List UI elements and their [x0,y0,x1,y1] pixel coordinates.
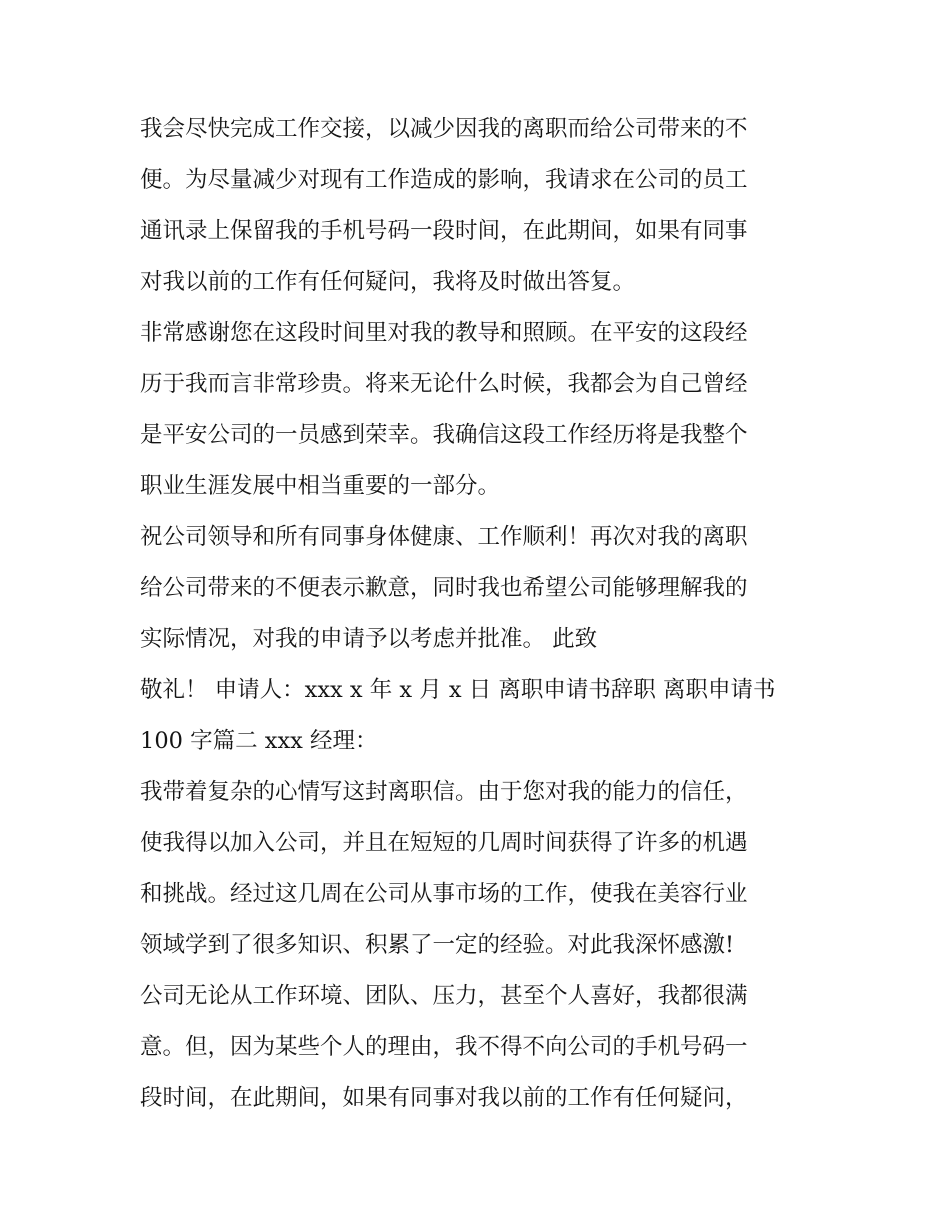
text-line: 使我得以加入公司，并且在短短的几周时间获得了许多的机遇 [140,830,748,856]
text-line: 通讯录上保留我的手机号码一段时间，在此期间，如果有同事 [140,218,748,244]
text-line: 便。为尽量减少对现有工作造成的影响，我请求在公司的员工 [140,167,748,193]
text-line: 公司无论从工作环境、团队、压力，甚至个人喜好，我都很满 [140,983,748,1009]
document-body [140,104,820,1124]
text-line: 我带着复杂的心情写这封离职信。由于您对我的能力的信任， [140,779,748,805]
text-line: 给公司带来的不便表示歉意，同时我也希望公司能够理解我的 [140,575,748,601]
text-line: 职业生涯发展中相当重要的一部分。 [140,473,501,499]
text-line: 领域学到了很多知识、积累了一定的经验。对此我深怀感激! [140,932,735,958]
text-line: 敬礼！ 申请人：xxx x 年 x 月 x 日 离职申请书辞职 离职申请书 [140,677,776,703]
text-line: 祝公司领导和所有同事身体健康、工作顺利！再次对我的离职 [140,524,748,550]
text-line: 我会尽快完成工作交接，以减少因我的离职而给公司带来的不 [140,116,748,142]
text-line: 是平安公司的一员感到荣幸。我确信这段工作经历将是我整个 [140,422,748,448]
text-line: 历于我而言非常珍贵。将来无论什么时候，我都会为自己曾经 [140,371,748,397]
text-line: 和挑战。经过这几周在公司从事市场的工作，使我在美容行业 [140,881,748,907]
text-line: 实际情况，对我的申请予以考虑并批准。 此致 [140,626,598,652]
text-line: 对我以前的工作有任何疑问，我将及时做出答复。 [140,269,636,295]
text-line: 100 字篇二 xxx 经理： [140,728,378,754]
text-line: 非常感谢您在这段时间里对我的教导和照顾。在平安的这段经 [140,320,748,346]
text-line: 意。但，因为某些个人的理由，我不得不向公司的手机号码一 [140,1034,748,1060]
text-line: 段时间，在此期间，如果有同事对我以前的工作有任何疑问， [140,1085,748,1111]
